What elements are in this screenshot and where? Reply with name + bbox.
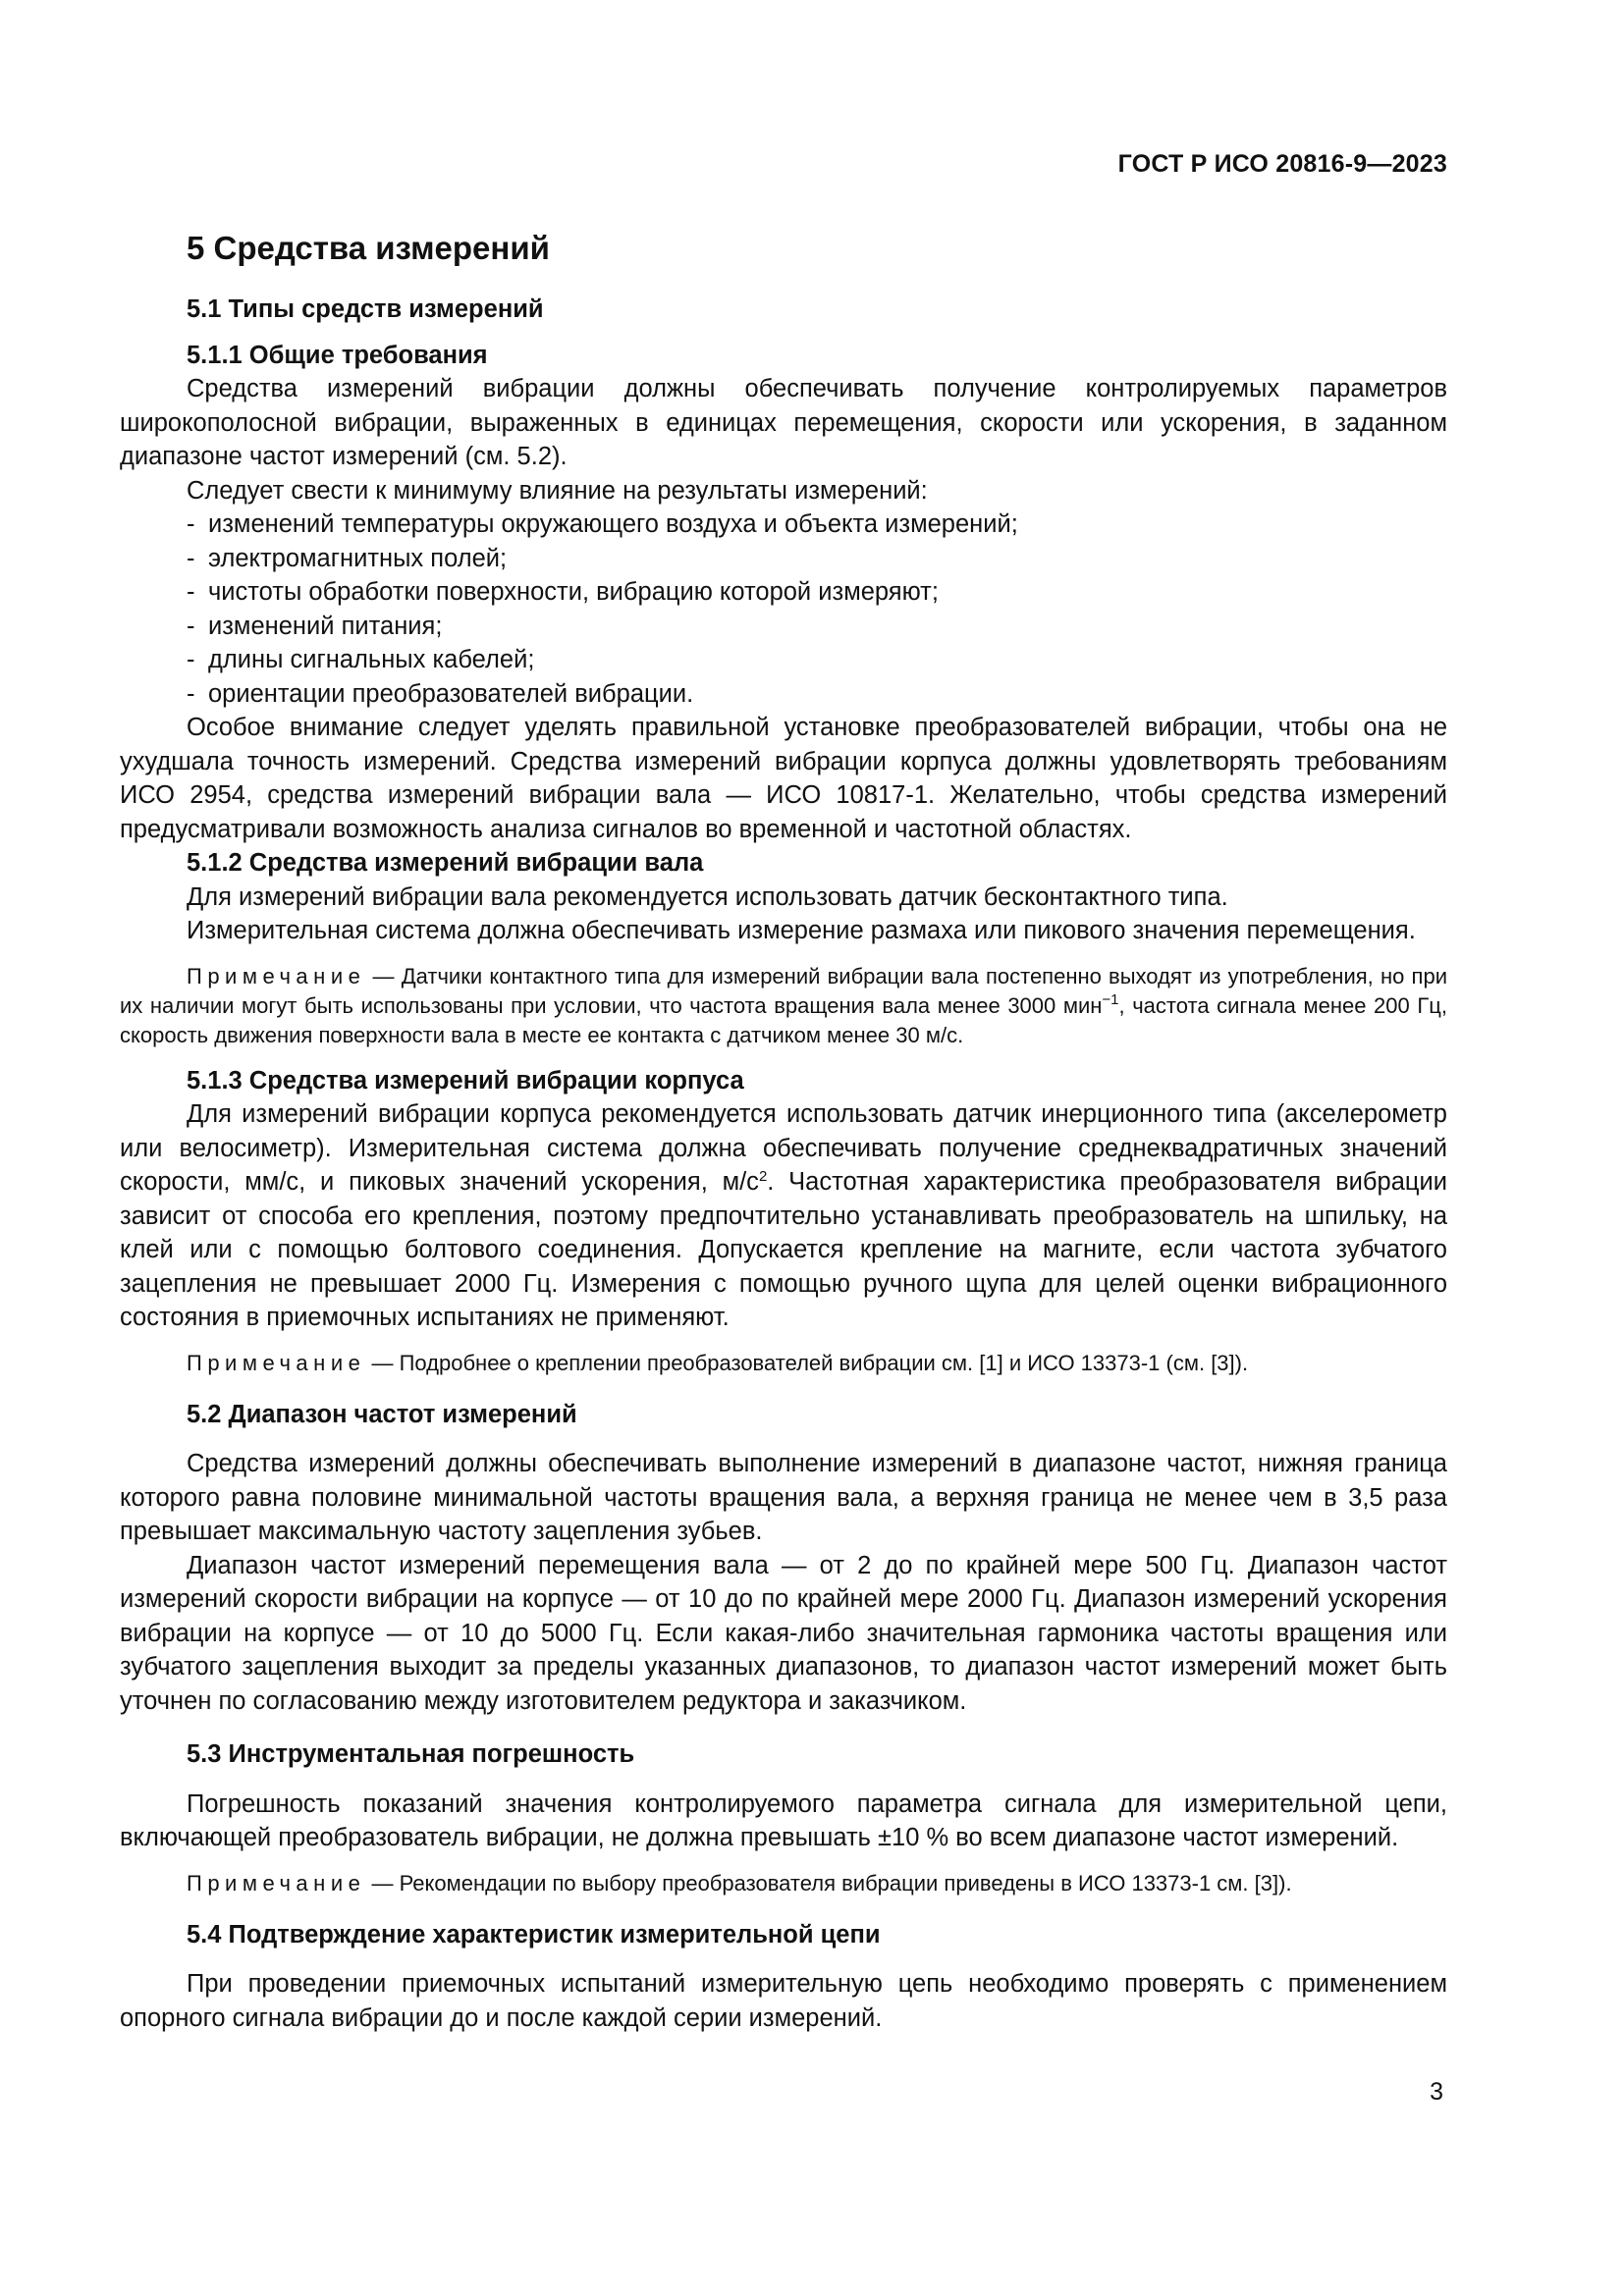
note [120, 1349, 1447, 1378]
note-label: Примечание [187, 1350, 366, 1375]
page-number: 3 [1430, 2078, 1443, 2106]
note [120, 962, 1447, 1050]
paragraph: Средства измерений вибрации должны обеспечивать получение контролируемых параметров широкополосной вибрации, выраженных в единицах перемещения, скорости или ускорения, в заданном диапазоне частот измерений (см. 5.2). [120, 375, 1447, 470]
section-5-title: 5 Средства измерений [187, 230, 550, 266]
paragraph: Диапазон частот измерений перемещения вала — от 2 до по крайней мере 500 Гц. Диапазон частот измерений скорости вибрации на корпусе — от 10 до по крайней мере 2000 Гц. Диапазон измерений ускорения вибрации на корпусе — от 10 до 5000 Гц. Если какая-либо значительная гармоника частоты вращения или зубчатого зацепления выходит за пределы указанных диапазонов, то диапазон частот измерений может быть уточнен по согласованию между изготовителем редуктора и заказчиком. [120, 1551, 1447, 1715]
paragraph: Погрешность показаний значения контролируемого параметра сигнала для измерительной цепи, включающей преобразователь вибрации, не должна превышать ±10 % во всем диапазоне частот измерений. [120, 1789, 1447, 1851]
paragraph-text: Для измерений вибрации корпуса рекомендуется использовать датчик инерционного типа (акселерометр или велосиметр). Измерительная система должна обеспечивать получение среднеквадратичных значений скорости, мм/с, и пиковых значений ускорения, м/с [120, 1100, 1447, 1196]
list-item: - ориентации преобразователей вибрации. [187, 677, 1447, 712]
paragraph: Следует свести к минимуму влияние на результаты измерений: [187, 476, 928, 505]
list-item: - изменений температуры окружающего воздуха и объекта измерений; [187, 507, 1447, 542]
paragraph: При проведении приемочных испытаний измерительную цепь необходимо проверять с применением опорного сигнала вибрации до и после каждой серии измерений. [120, 1970, 1447, 2032]
section-5-4-title: 5.4 Подтверждение характеристик измерительной цепи [187, 1920, 881, 1949]
note-superscript: −1 [1102, 990, 1119, 1008]
list-item: - длины сигнальных кабелей; [187, 643, 1447, 677]
list-item: - чистоты обработки поверхности, вибрацию которой измеряют; [187, 575, 1447, 610]
section-5-1-3-title: 5.1.3 Средства измерений вибрации корпуса [187, 1066, 744, 1095]
note-text: , частота сигнала менее 200 Гц, скорость движения поверхности вала в месте ее контакта с датчиком менее 30 м/с. [120, 992, 1447, 1047]
paragraph: Средства измерений должны обеспечивать выполнение измерений в диапазоне частот, нижняя граница которого равна половине минимальной частоты вращения вала, а верхняя граница не менее чем в 3,5 раза превышает максимальную частоту зацепления зубьев. [120, 1450, 1447, 1545]
note-label: Примечание [187, 1870, 366, 1896]
section-5-3-title: 5.3 Инструментальная погрешность [187, 1740, 635, 1768]
note [120, 1869, 1447, 1898]
paragraph-text: . Частотная характеристика преобразователя вибрации зависит от способа его крепления, поэтому предпочтительно устанавливать преобразователь на шпильку, на клей или с помощью болтового соединения. Допускается крепление на магните, если частота зубчатого зацепления не превышает 2000 Гц. Измерения с помощью ручного щупа для целей оценки вибрационного состояния в приемочных испытаниях не применяют. [120, 1168, 1447, 1331]
page-content [120, 228, 1447, 2035]
note-text: — Рекомендации по выбору преобразователя вибрации приведены в ИСО 13373-1 см. [3]). [365, 1870, 1292, 1896]
list-item: - электромагнитных полей; [187, 542, 1447, 576]
note-label: Примечание [187, 963, 366, 988]
paragraph [120, 1097, 1447, 1335]
section-5-1-title: 5.1 Типы средств измерений [187, 295, 544, 323]
note-text: — Подробнее о креплении преобразователей вибрации см. [1] и ИСО 13373-1 (см. [3]). [365, 1350, 1249, 1375]
section-5-1-1-title: 5.1.1 Общие требования [187, 341, 488, 369]
paragraph-superscript: 2 [758, 1168, 768, 1185]
note-text: — Датчики контактного типа для измерений вибрации вала постепенно выходят из употребления, но при их наличии могут быть использованы при условии, что частота вращения вала менее 3000 мин [120, 963, 1447, 1018]
paragraph: Измерительная система должна обеспечивать измерение размаха или пикового значения перемещения. [187, 917, 1416, 944]
list-item: - изменений питания; [187, 610, 1447, 644]
influence-factors-list [120, 507, 1447, 711]
paragraph: Особое внимание следует уделять правильной установке преобразователей вибрации, чтобы она не ухудшала точность измерений. Средства измерений вибрации корпуса должны удовлетворять требованиям ИСО 2954, средства измерений вибрации вала — ИСО 10817-1. Желательно, чтобы средства измерений предусматривали возможность анализа сигналов во временной и частотной областях. [120, 714, 1447, 843]
section-5-1-2-title: 5.1.2 Средства измерений вибрации вала [187, 849, 704, 877]
document-code-header: ГОСТ Р ИСО 20816-9—2023 [1117, 150, 1447, 178]
paragraph: Для измерений вибрации вала рекомендуется использовать датчик бесконтактного типа. [187, 882, 1228, 911]
section-5-2-title: 5.2 Диапазон частот измерений [187, 1400, 577, 1428]
